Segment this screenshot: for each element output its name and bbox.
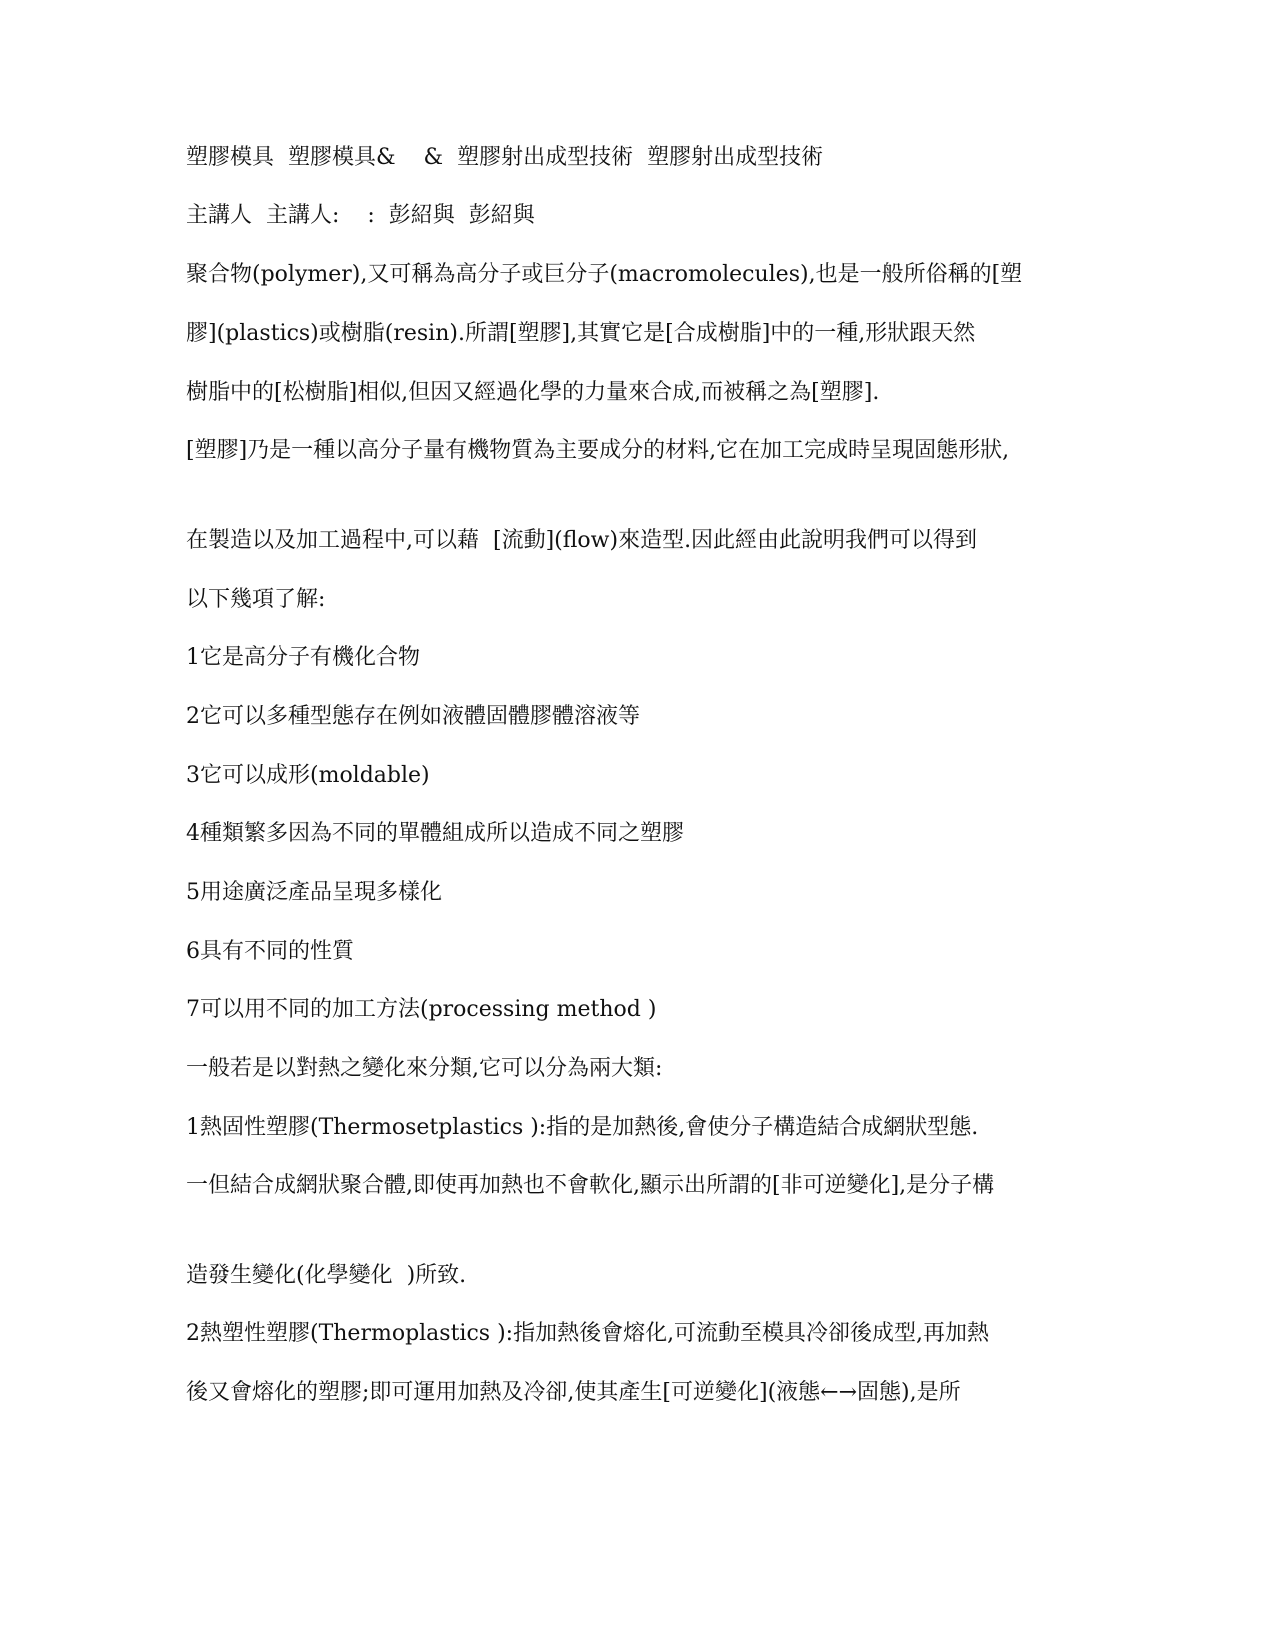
paragraph-line: 一般若是以對熱之變化來分類,它可以分為兩大類:: [186, 1056, 663, 1081]
list-item: 1它是高分子有機化合物: [186, 645, 420, 670]
list-item: 5用途廣泛產品呈現多樣化: [186, 880, 442, 905]
speaker-line: 主講人 主講人: : 彭紹與 彭紹與: [186, 203, 535, 228]
document-title: 塑膠模具 塑膠模具& & 塑膠射出成型技術 塑膠射出成型技術: [186, 145, 824, 170]
list-item: 2它可以多種型態存在例如液體固體膠體溶液等: [186, 704, 640, 729]
paragraph-line: 2熱塑性塑膠(Thermoplastics ):指加熱後會熔化,可流動至模具冷卻後成型,再加熱: [186, 1321, 990, 1346]
paragraph-line: 以下幾項了解:: [186, 587, 326, 612]
paragraph-line: 一但結合成網狀聚合體,即使再加熱也不會軟化,顯示出所謂的[非可逆變化],是分子構: [186, 1173, 995, 1198]
list-item: 7可以用不同的加工方法(processing method ): [186, 997, 657, 1022]
paragraph-line: 樹脂中的[松樹脂]相似,但因又經過化學的力量來合成,而被稱之為[塑膠].: [186, 380, 880, 405]
paragraph-line: 聚合物(polymer),又可稱為高分子或巨分子(macromolecules),也是一般所俗稱的[塑: [186, 262, 1023, 287]
paragraph-line: [塑膠]乃是一種以高分子量有機物質為主要成分的材料,它在加工完成時呈現固態形狀,: [186, 438, 1010, 463]
paragraph-line: 膠](plastics)或樹脂(resin).所謂[塑膠],其實它是[合成樹脂]中的一種,形狀跟天然: [186, 321, 976, 346]
list-item: 6具有不同的性質: [186, 939, 354, 964]
list-item: 3它可以成形(moldable): [186, 763, 430, 788]
paragraph-line: 1熱固性塑膠(Thermosetplastics ):指的是加熱後,會使分子構造結合成網狀型態.: [186, 1115, 979, 1140]
list-item: 4種類繁多因為不同的單體組成所以造成不同之塑膠: [186, 821, 684, 846]
paragraph-line: 在製造以及加工過程中,可以藉 [流動](flow)來造型.因此經由此說明我們可以得到: [186, 528, 978, 553]
paragraph-line: 造發生變化(化學變化 )所致.: [186, 1263, 467, 1288]
paragraph-line: 後又會熔化的塑膠;即可運用加熱及冷卻,使其產生[可逆變化](液態←→固態),是所: [186, 1380, 961, 1405]
